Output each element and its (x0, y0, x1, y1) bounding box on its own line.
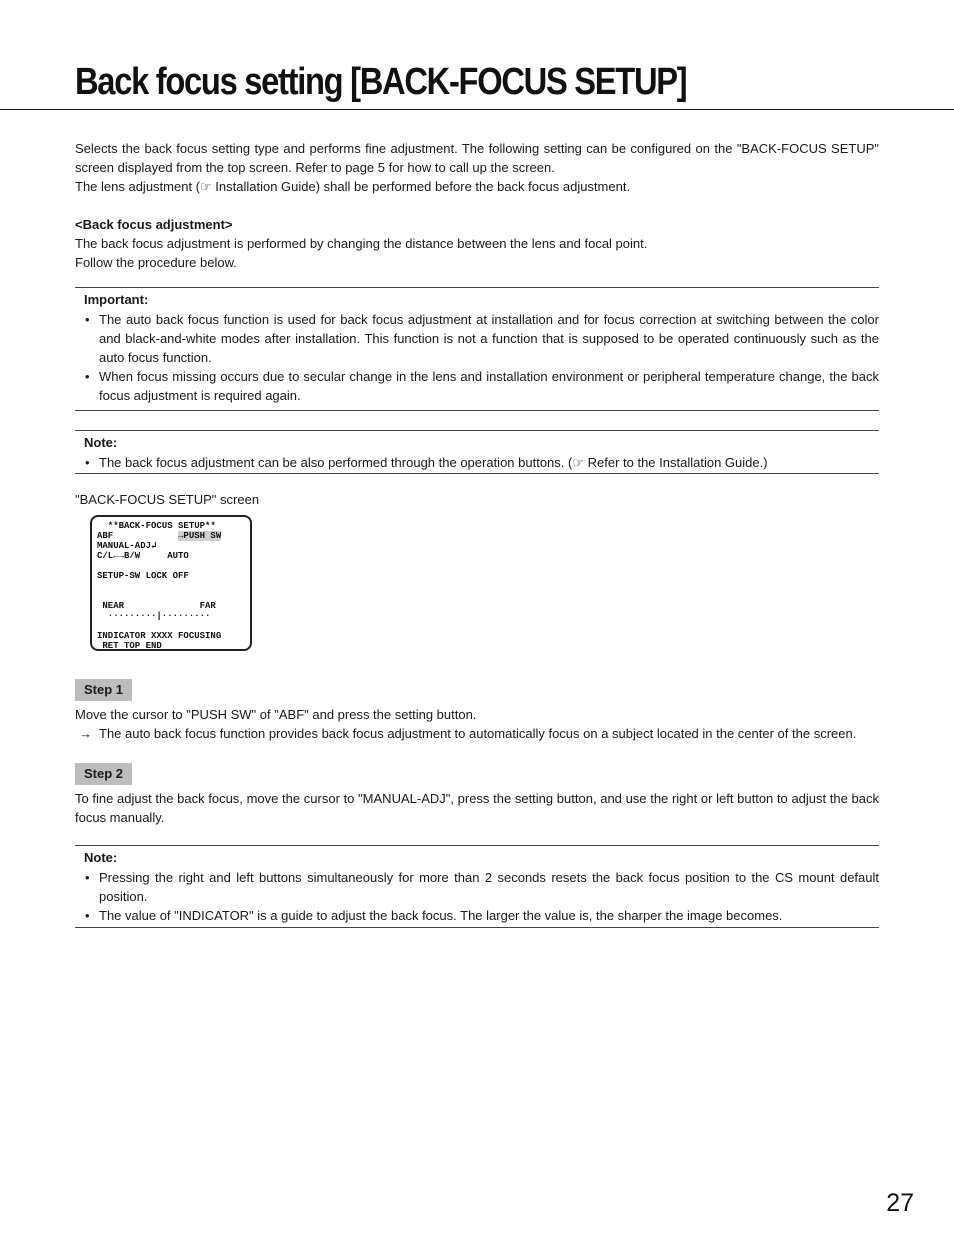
osd-abf-label: ABF (97, 531, 114, 541)
page-number: 27 (886, 1189, 914, 1217)
note-list (75, 868, 879, 925)
back-focus-line: Follow the procedure below. (75, 255, 237, 270)
back-focus-line: The back focus adjustment is performed by changing the distance between the lens and focal point. (75, 236, 648, 251)
list-item: • When focus missing occurs due to secular change in the lens and installation environment or peripheral temperature change, the back focus adjustment is required again. (85, 367, 879, 405)
osd-scale: ·········|········· (97, 611, 211, 621)
list-item: • The value of "INDICATOR" is a guide to adjust the back focus. The larger the value is, the sharper the image becomes. (85, 906, 879, 925)
step-1-text: Move the cursor to "PUSH SW" of "ABF" and press the setting button. (75, 707, 477, 722)
osd-near-far: NEAR FAR (97, 601, 216, 611)
back-focus-setup-screen (90, 515, 252, 651)
osd-cl-bw: C/L←→B/W AUTO (97, 551, 189, 561)
important-label: Important: (84, 292, 149, 307)
step-2-text: To fine adjust the back focus, move the cursor to "MANUAL-ADJ", press the setting button, and use the right or left button to adjust the back focus manually. (75, 791, 879, 825)
right-arrow-icon: → (79, 726, 92, 741)
list-item: • The auto back focus function is used for back focus adjustment at installation and for focus correction at switching between the color and black-and-white modes after installation. This function is not a function that is supposed to be operated continuously such as the auto focus function. (85, 310, 879, 367)
list-item: • The back focus adjustment can be also performed through the operation buttons. (☞ Refer to the Installation Guide.) (85, 453, 879, 472)
osd-header: **BACK-FOCUS SETUP** (97, 521, 216, 531)
page-title: Back focus setting [BACK-FOCUS SETUP] (75, 61, 687, 103)
page-content (75, 139, 879, 928)
osd-manual-adj: MANUAL-ADJ↲ (97, 541, 157, 551)
step-2-badge: Step 2 (75, 763, 132, 785)
step-1-badge: Step 1 (75, 679, 132, 701)
important-list (75, 310, 879, 405)
back-focus-heading: <Back focus adjustment> (75, 217, 233, 232)
note-list (75, 453, 879, 472)
step-1-result-text: The auto back focus function provides back focus adjustment to automatically focus on a subject located in the center of the screen. (99, 726, 857, 741)
step-1-result (75, 724, 879, 743)
screen-caption: "BACK-FOCUS SETUP" screen (75, 492, 260, 507)
osd-push-sw: →PUSH SW (178, 531, 222, 541)
important-box (75, 287, 879, 411)
note-label: Note: (84, 435, 118, 450)
intro-lens-note: The lens adjustment (☞ Installation Guide) shall be performed before the back focus adjustment. (75, 179, 631, 194)
note-label: Note: (84, 850, 118, 865)
note-box (75, 430, 879, 474)
list-item: • Pressing the right and left buttons simultaneously for more than 2 seconds resets the back focus position to the CS mount default position. (85, 868, 879, 906)
osd-setup-sw: SETUP-SW LOCK OFF (97, 571, 189, 581)
title-rule (0, 109, 954, 110)
osd-indicator: INDICATOR XXXX FOCUSING (97, 631, 222, 641)
osd-footer: RET TOP END (97, 641, 162, 651)
intro-paragraph: Selects the back focus setting type and performs fine adjustment. The following setting can be configured on the "BACK-FOCUS SETUP" screen displayed from the top screen. Refer to page 5 for how to call up the screen. (75, 141, 879, 175)
note-box-2 (75, 845, 879, 928)
